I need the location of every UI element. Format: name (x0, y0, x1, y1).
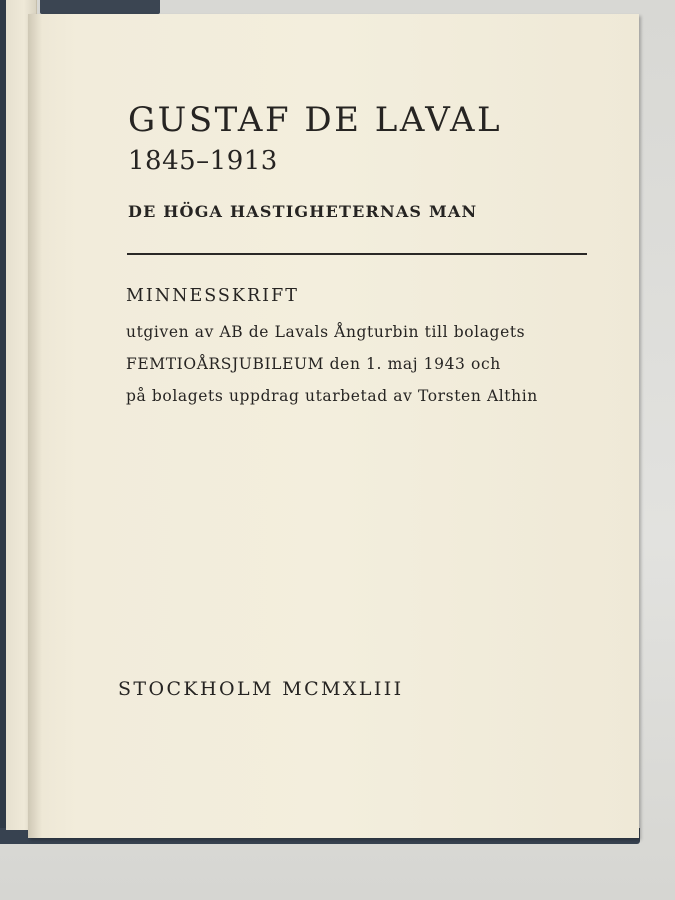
life-years: 1845–1913 (128, 146, 278, 176)
publication-imprint: STOCKHOLM MCMXLIII (118, 678, 404, 700)
book-subtitle: DE HÖGA HASTIGHETERNAS MAN (128, 202, 478, 221)
description-line-3: på bolagets uppdrag utarbetad av Torsten Althin (126, 387, 538, 405)
section-heading: MINNESSKRIFT (126, 286, 299, 306)
description-line-1: utgiven av AB de Lavals Ångturbin till bolagets (126, 323, 526, 341)
divider-rule (127, 253, 587, 255)
page-gutter-shadow (28, 14, 42, 838)
description-line-2: FEMTIOÅRSJUBILEUM den 1. maj 1943 och (126, 355, 501, 373)
book-title: GUSTAF DE LAVAL (128, 100, 503, 140)
book-cover-top (40, 0, 160, 14)
